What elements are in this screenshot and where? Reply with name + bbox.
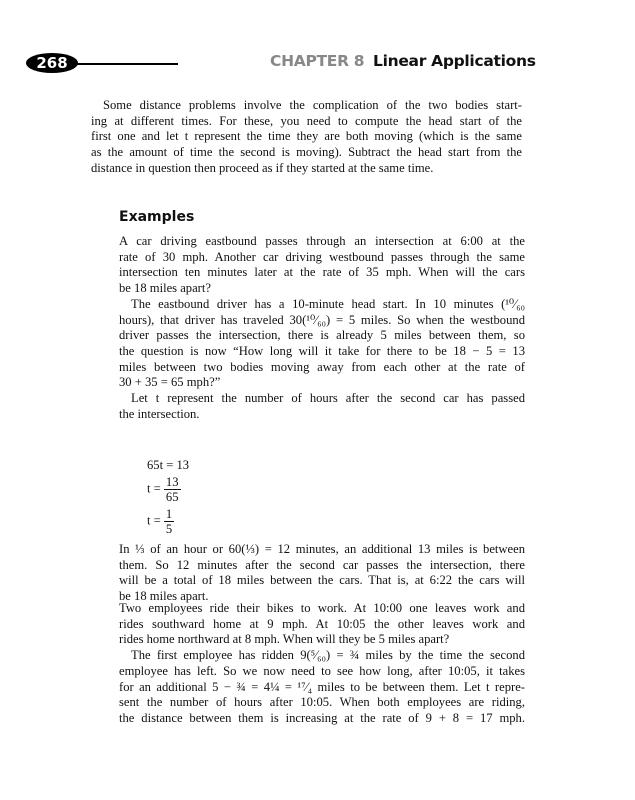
equation-lhs: t = (147, 513, 161, 528)
text-line: driver passes the intersection, there is already 5 miles between them, so (119, 328, 525, 343)
text-line: rate of 30 mph. Another car driving westbound passes through the same (119, 249, 525, 264)
denominator: 5 (165, 522, 173, 536)
numerator: 1 (165, 507, 173, 521)
text-line: Two employees ride their bikes to work. At 10:00 one leaves work and (119, 601, 525, 615)
text-line: the intersection. (119, 406, 200, 421)
text-line: for an additional 5 − ¾ = 4¼ = ¹⁷⁄₄ miles to be between them. Let t repre- (119, 679, 525, 694)
examples-heading: Examples (119, 209, 195, 225)
intro-paragraph (91, 98, 522, 177)
text-line: the question is now “How long will it take for there to be 18 − 5 = 13 (119, 343, 525, 358)
text-line: The first employee has ridden 9(⁵⁄₆₀) = ¾ miles by the time the second (131, 648, 525, 663)
text-line: employee has left. So we now need to see how long, after 10:05, it takes (119, 663, 525, 678)
header-rule (74, 63, 178, 65)
page-number: 268 (26, 53, 78, 73)
text-line: ing at different times. For these, you need to compute the head start of the (91, 113, 522, 128)
text-line: Let t represent the number of hours after the second car has passed (131, 391, 525, 406)
text-line: miles between two bodies moving away from each other at the rate of (119, 359, 525, 374)
text-line: intersection ten minutes later at the rate of 35 mph. When will the cars (119, 265, 525, 280)
equation-3 (147, 507, 174, 536)
text-line: Some distance problems involve the complication of the two bodies start- (103, 98, 522, 112)
equation-2 (147, 475, 181, 504)
equation-1: 65t = 13 (147, 458, 190, 472)
fraction (164, 475, 181, 504)
numerator: 13 (165, 475, 179, 489)
text-line: as the amount of time the second is moving). Subtract the head start from the (91, 145, 522, 160)
chapter-title: Linear Applications (373, 52, 536, 70)
text-line: In ⅓ of an hour or 60(⅓) = 12 minutes, an additional 13 miles is between (119, 542, 525, 556)
equation-lhs: t = (147, 481, 161, 496)
denominator: 65 (165, 490, 179, 504)
chapter-label: CHAPTER 8 (270, 52, 365, 70)
text-line: first one and let t represent the time they are both moving (which is the same (91, 129, 522, 144)
fraction (164, 507, 174, 536)
text-line: be 18 miles apart? (119, 281, 211, 296)
text-line: A car driving eastbound passes through an intersection at 6:00 at the (119, 234, 525, 248)
text-line: 30 + 35 = 65 mph?” (119, 375, 221, 390)
example1-text (119, 234, 525, 422)
text-line: them. So 12 minutes after the second car passes the intersection, there (119, 557, 525, 572)
text-line: sent the number of hours after 10:05. When both employees are riding, (119, 695, 525, 710)
text-line: the distance between them is increasing at the rate of 9 + 8 = 17 mph. (119, 710, 525, 725)
text-line: rides southward home at 9 mph. At 10:05 the other leaves work and (119, 616, 525, 631)
example2-text (119, 601, 525, 727)
text-line: hours), that driver has traveled 30(¹⁰⁄₆₀) = 5 miles. So when the westbound (119, 312, 525, 327)
text-line: be 18 miles apart. (119, 589, 209, 604)
text-line: distance in question then proceed as if they started at the same time. (91, 160, 434, 175)
text-line: will be a total of 18 miles between the cars. That is, at 6:22 the cars will (119, 573, 525, 588)
example1-conclusion (119, 542, 525, 605)
text-line: rides home northward at 8 mph. When will they be 5 miles apart? (119, 632, 450, 647)
text-line: The eastbound driver has a 10-minute head start. In 10 minutes (¹⁰⁄₆₀ (131, 296, 525, 311)
